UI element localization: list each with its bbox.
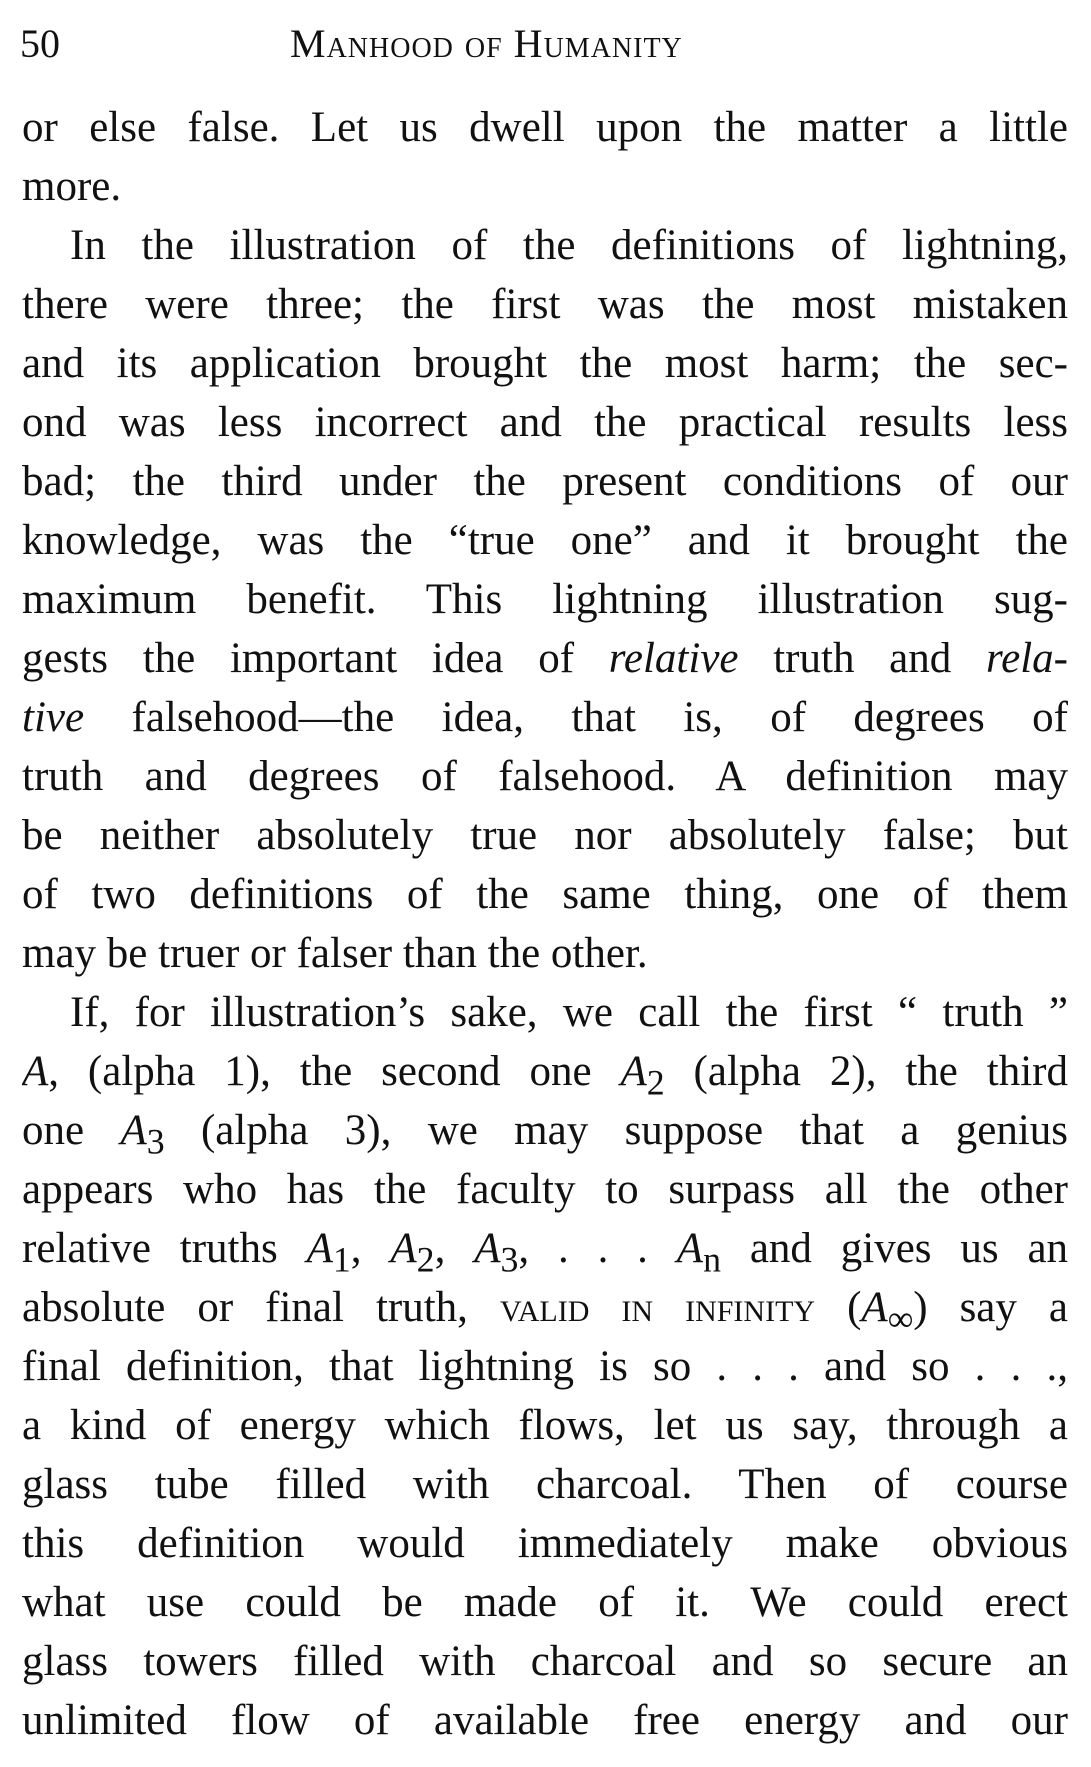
italic-text: A bbox=[120, 1107, 147, 1154]
text-span: ( bbox=[815, 1284, 862, 1331]
italic-text: rela- bbox=[985, 635, 1068, 682]
subscript-text: 3 bbox=[146, 1121, 165, 1160]
text-span: relative truths bbox=[22, 1225, 307, 1272]
subscript-text: 2 bbox=[416, 1239, 435, 1278]
text-line: appears who has the faculty to surpass all the other bbox=[22, 1166, 1068, 1213]
text-span: , bbox=[434, 1225, 475, 1272]
text-span: , . . . bbox=[518, 1225, 677, 1272]
running-title: Manhood of Humanity bbox=[290, 21, 683, 66]
italic-text: A bbox=[474, 1225, 501, 1272]
text-span: , bbox=[350, 1225, 391, 1272]
text-line: this definition would immediately make obvious bbox=[22, 1520, 1068, 1567]
text-span: one bbox=[22, 1107, 121, 1154]
text-line: maximum benefit. This lightning illustration sug- bbox=[22, 576, 1068, 623]
text-line bbox=[22, 688, 1068, 747]
text-line: truth and degrees of falsehood. A definition may bbox=[22, 753, 1068, 800]
text-line: In the illustration of the definitions of lightning, bbox=[70, 222, 1068, 269]
text-line: what use could be made of it. We could erect bbox=[22, 1579, 1068, 1626]
text-line: unlimited flow of available free energy and our bbox=[22, 1697, 1068, 1744]
italic-text: A bbox=[22, 1048, 49, 1095]
text-line: glass tube filled with charcoal. Then of course bbox=[22, 1461, 1068, 1508]
subscript-text: n bbox=[703, 1239, 721, 1278]
italic-text: A bbox=[306, 1225, 333, 1272]
text-span: absolute or final truth, bbox=[22, 1284, 500, 1331]
text-span: gests the important idea of bbox=[22, 635, 609, 682]
text-line: ond was less incorrect and the practical results less bbox=[22, 399, 1068, 446]
text-span: truth and bbox=[738, 635, 986, 682]
italic-text: A bbox=[676, 1225, 704, 1272]
text-line: or else false. Let us dwell upon the matter a little bbox=[22, 104, 1068, 151]
body-text bbox=[22, 98, 1068, 1750]
subscript-text: ∞ bbox=[887, 1298, 914, 1337]
subscript-text: 2 bbox=[646, 1062, 665, 1101]
subscript-text: 3 bbox=[500, 1239, 519, 1278]
smallcaps-text: valid in infinity bbox=[499, 1284, 816, 1331]
italic-text: A bbox=[620, 1048, 647, 1095]
text-line bbox=[22, 1278, 1068, 1337]
text-span: falsehood—the idea, that is, of degrees of bbox=[84, 694, 1068, 741]
page-number: 50 bbox=[20, 21, 60, 66]
italic-text: tive bbox=[22, 694, 85, 741]
text-line: glass towers filled with charcoal and so secure an bbox=[22, 1638, 1068, 1685]
text-span: (alpha 2), the third bbox=[664, 1048, 1068, 1095]
text-line: there were three; the first was the most mistaken bbox=[22, 281, 1068, 328]
text-span: (alpha 3), we may suppose that a genius bbox=[164, 1107, 1068, 1154]
subscript-text: 1 bbox=[332, 1239, 351, 1278]
text-line: be neither absolutely true nor absolutely false; but bbox=[22, 812, 1068, 859]
text-span: ) say a bbox=[913, 1284, 1068, 1331]
text-line bbox=[22, 1042, 1068, 1101]
text-line bbox=[22, 1101, 1068, 1160]
text-line: knowledge, was the “true one” and it brought the bbox=[22, 517, 1068, 564]
text-line: more. bbox=[22, 163, 122, 210]
text-line: bad; the third under the present conditions of our bbox=[22, 458, 1068, 505]
text-span: , (alpha 1), the second one bbox=[48, 1048, 621, 1095]
text-line: of two definitions of the same thing, one of them bbox=[22, 871, 1068, 918]
text-line: may be truer or falser than the other. bbox=[22, 930, 648, 977]
text-line: a kind of energy which flows, let us say, through a bbox=[22, 1402, 1068, 1449]
text-line bbox=[22, 629, 1068, 688]
text-line: and its application brought the most harm; the sec- bbox=[22, 340, 1068, 387]
italic-text: A bbox=[861, 1284, 888, 1331]
text-line: If, for illustration’s sake, we call the first “ truth ” bbox=[70, 989, 1068, 1036]
italic-text: relative bbox=[608, 635, 739, 682]
text-span: and gives us an bbox=[720, 1225, 1068, 1272]
italic-text: A bbox=[390, 1225, 417, 1272]
running-head bbox=[20, 14, 1070, 74]
text-line: final definition, that lightning is so . . . and so . . ., bbox=[22, 1343, 1068, 1390]
text-line bbox=[22, 1219, 1068, 1278]
